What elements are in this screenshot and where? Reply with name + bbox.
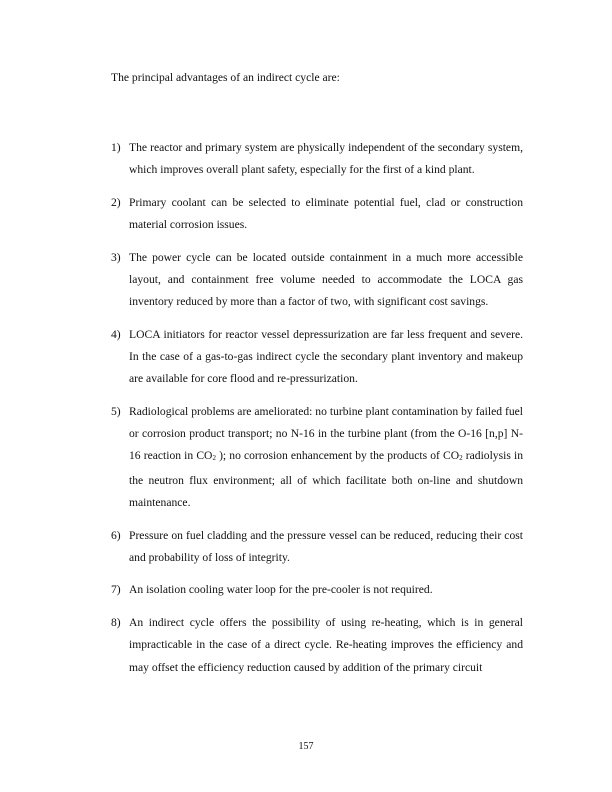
item-number: 2)	[111, 195, 121, 209]
subscript: 2	[459, 454, 463, 463]
intro-paragraph: The principal advantages of an indirect cycle are:	[111, 71, 340, 84]
item-number: 6)	[111, 528, 121, 542]
item-text-part: radiolysis in the neutron flux environment; all of which facilitate both on-line and shutdown maintenance.	[129, 449, 523, 509]
list-item-5	[111, 401, 523, 514]
item-number: 3)	[111, 250, 121, 264]
item-number: 5)	[111, 405, 121, 419]
list-item-6	[111, 525, 523, 569]
page-number: 157	[298, 741, 314, 752]
item-text	[129, 401, 523, 514]
item-text: An indirect cycle offers the possibility of using re-heating, which is in general impracticable in the case of a direct cycle. Re-heating improves the efficiency and may offset the efficiency reduction caused by addition of the primary circuit	[129, 616, 523, 674]
item-number: 1)	[111, 141, 121, 154]
item-text: The reactor and primary system are physically independent of the secondary system, which improves overall plant safety, especially for the first of a kind plant.	[129, 141, 523, 177]
item-text-part: ); no corrosion enhancement by the products of CO	[215, 449, 460, 463]
item-text: LOCA initiators for reactor vessel depressurization are far less frequent and severe. In the case of a gas-to-gas indirect cycle the secondary plant inventory and makeup are available for core flood and re-pressurization.	[129, 327, 523, 386]
item-number: 8)	[111, 616, 121, 630]
list-item-1	[111, 137, 523, 181]
list-item-3	[111, 247, 523, 314]
item-number: 7)	[111, 583, 121, 597]
list-item-8	[111, 612, 523, 679]
item-text: The power cycle can be located outside containment in a much more accessible layout, and containment free volume needed to accommodate the LOCA gas inventory reduced by more than a factor of two, with significant cost savings.	[129, 250, 523, 309]
list-item-4	[111, 324, 523, 391]
list-item-7	[111, 579, 523, 601]
item-text: Primary coolant can be selected to eliminate potential fuel, clad or construction material corrosion issues.	[129, 195, 523, 232]
advantages-list	[111, 137, 523, 689]
item-text-part: Radiological problems are ameliorated: no turbine plant contamination by failed fuel or corrosion product transport; no N-16 in the turbine plant (from the O-16 [n,p] N-16 reaction in CO	[129, 405, 523, 463]
subscript: 2	[212, 454, 216, 463]
item-text: Pressure on fuel cladding and the pressure vessel can be reduced, reducing their cost and probability of loss of integrity.	[129, 528, 523, 564]
item-text: An isolation cooling water loop for the pre-cooler is not required.	[129, 583, 433, 597]
list-item-2	[111, 192, 523, 236]
item-number: 4)	[111, 327, 121, 341]
